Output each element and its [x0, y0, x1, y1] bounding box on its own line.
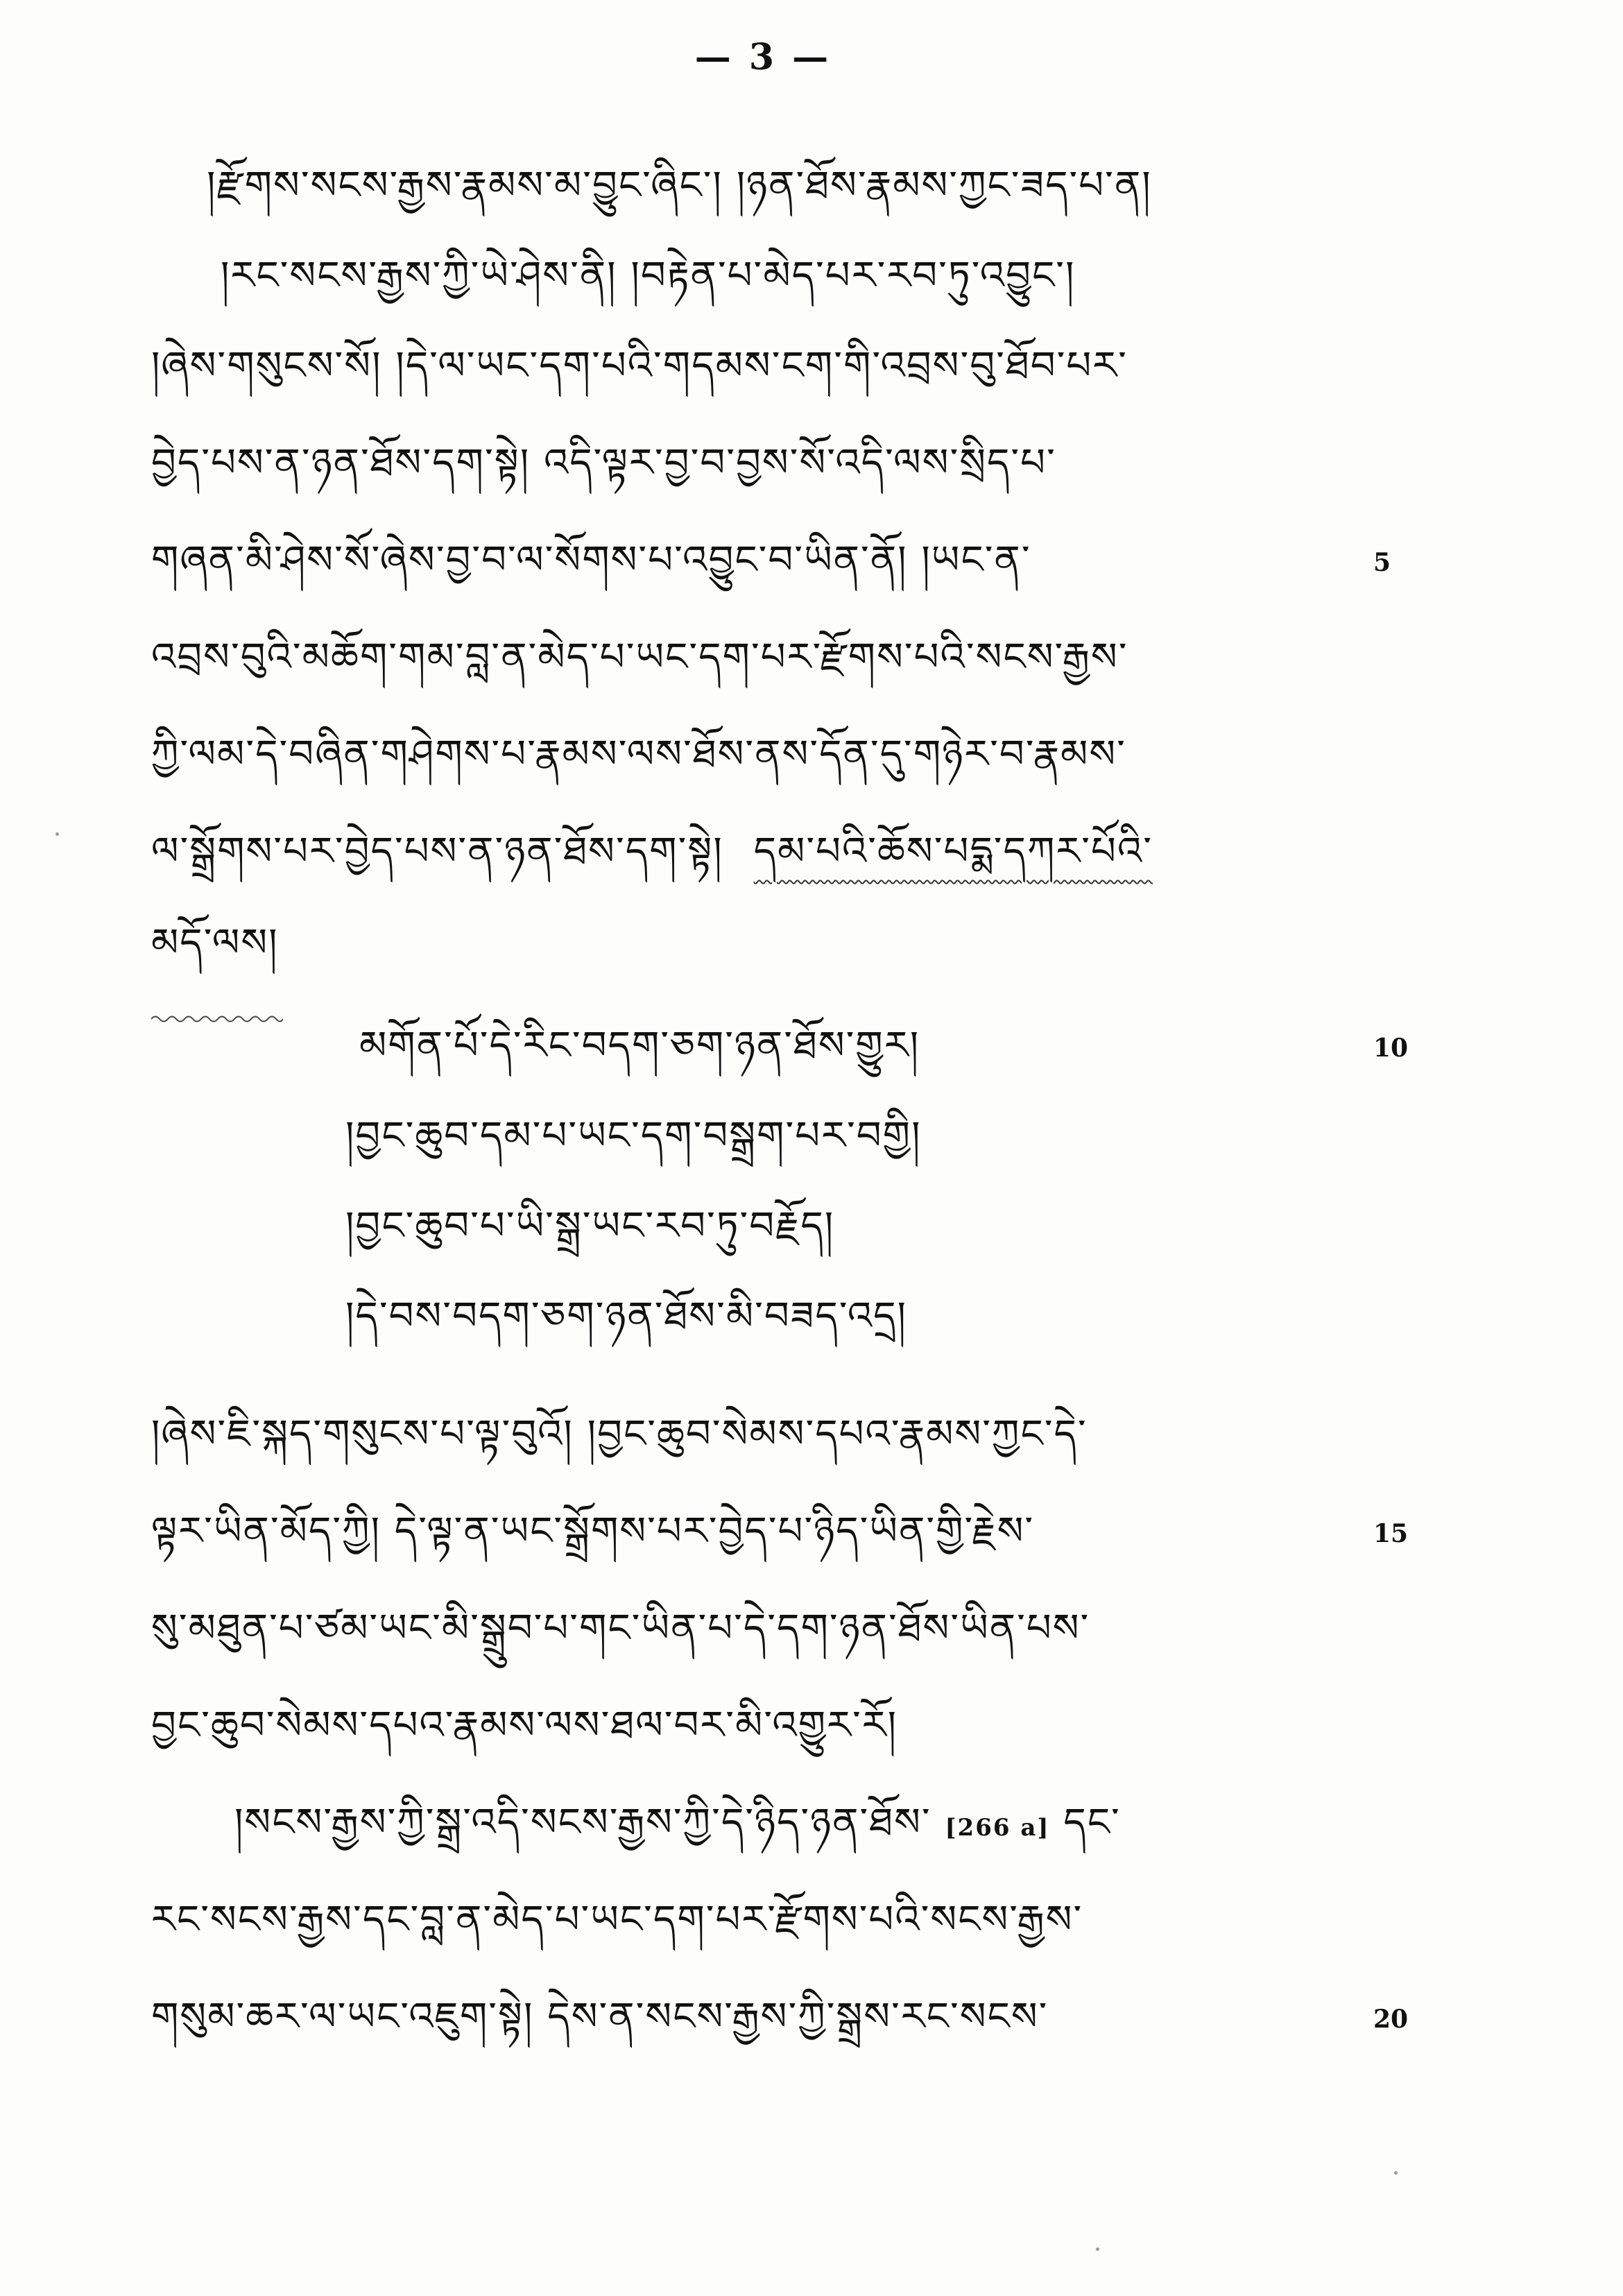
verse-line-1: མགོན་པོ་དེ་རིང་བདག་ཅག་ཉན་ཐོས་གྱུར།	[359, 1023, 920, 1068]
verse-line-3: །བྱང་ཆུབ་པ་ཡི་སྒྲ་ཡང་རབ་ཏུ་བརྗོད།	[345, 1203, 835, 1249]
text-line-15: ལྟར་ཡིན་མོད་ཀྱི། དེ་ལྟ་ན་ཡང་སྒྲོགས་པར་བྱེད་པ་ཉིད་ཡིན་གྱི་རྗེས་	[151, 1509, 1035, 1554]
text-line-14: །ཞེས་ཇི་སྐད་གསུངས་པ་ལྟ་བུའོ། །བྱང་ཆུབ་སེམས་དཔའ་རྣམས་ཀྱང་དེ་	[151, 1412, 1088, 1457]
text-line-6: འབྲས་བུའི་མཆོག་གམ་བླ་ན་མེད་པ་ཡང་དག་པར་རྫོགས་པའི་སངས་རྒྱས་	[151, 635, 1128, 680]
text-line-18	[234, 1795, 1121, 1856]
text-line-20: གསུམ་ཆར་ལ་ཡང་འཇུག་སྟེ། དེས་ན་སངས་རྒྱས་ཀྱི་སྒྲས་རང་སངས་	[151, 1994, 1049, 2039]
margin-line-number-15: 15	[1373, 1519, 1409, 1548]
text-line-18-end: དང་	[1063, 1800, 1121, 1845]
wavy-underline-mark	[151, 1014, 283, 1024]
text-line-3: །ཞེས་གསུངས་སོ། །དེ་ལ་ཡང་དག་པའི་གདམས་ངག་གི་འབྲས་བུ་ཐོབ་པར་	[151, 343, 1128, 388]
text-line-1: །རྫོགས་སངས་རྒྱས་རྣམས་མ་བྱུང་ཞིང་། །ཉན་ཐོས་རྣམས་ཀྱང་ཟད་པ་ན།	[207, 163, 1152, 208]
text-line-19: རང་སངས་རྒྱས་དང་བླ་ན་མེད་པ་ཡང་དག་པར་རྫོགས་པའི་སངས་རྒྱས་	[151, 1897, 1083, 1942]
text-line-5: གཞན་མི་ཤེས་སོ་ཞེས་བྱ་བ་ལ་སོགས་པ་འབྱུང་བ་ཡིན་ནོ། །ཡང་ན་	[151, 538, 1031, 583]
margin-line-number-20: 20	[1373, 2005, 1409, 2034]
text-line-7: ཀྱི་ལམ་དེ་བཞིན་གཤེགས་པ་རྣམས་ལས་ཐོས་ནས་དོན་དུ་གཉེར་བ་རྣམས་	[151, 732, 1126, 777]
text-line-18-main: །སངས་རྒྱས་ཀྱི་སྒྲ་འདི་སངས་རྒྱས་ཀྱི་དེ་ཉིད་ཉན་ཐོས་	[234, 1800, 931, 1845]
verse-line-2: །བྱང་ཆུབ་དམ་པ་ཡང་དག་བསྒྲག་པར་བགྱི།	[345, 1113, 922, 1158]
text-line-4: བྱེད་པས་ན་ཉན་ཐོས་དག་སྟེ། འདི་ལྟར་བྱ་བ་བྱས་སོ་འདི་ལས་སྲིད་པ་	[151, 440, 1056, 486]
text-line-8-main: ལ་སྒྲོགས་པར་བྱེད་པས་ན་ཉན་ཐོས་དག་སྟེ།	[151, 829, 723, 874]
page-number: — 3 —	[694, 36, 832, 78]
text-line-9: མདོ་ལས།	[151, 920, 279, 966]
scan-speck	[1096, 2247, 1099, 2251]
text-line-8	[151, 824, 1153, 880]
margin-line-number-10: 10	[1373, 1034, 1409, 1063]
text-line-17: བྱང་ཆུབ་སེམས་དཔའ་རྣམས་ལས་ཐལ་བར་མི་འགྱུར་རོ།	[151, 1703, 898, 1748]
scan-speck	[55, 832, 59, 836]
folio-marker: [266 a]	[945, 1814, 1050, 1842]
underlined-title: དམ་པའི་ཆོས་པདྨ་དཀར་པོའི་	[753, 829, 1153, 874]
text-line-16: སུ་མཐུན་པ་ཙམ་ཡང་མི་སྒྲུབ་པ་གང་ཡིན་པ་དེ་དག་ཉན་ཐོས་ཡིན་པས་	[151, 1606, 1090, 1651]
text-line-2: །རང་སངས་རྒྱས་ཀྱི་ཡེ་ཤེས་ནི། །བརྟེན་པ་མེད་པར་རབ་ཏུ་འབྱུང་།	[221, 253, 1076, 298]
scan-speck	[1394, 2171, 1398, 2175]
verse-line-4: །དེ་བས་བདག་ཅག་ཉན་ཐོས་མི་བཟད་འདྲ།	[345, 1294, 907, 1339]
margin-line-number-5: 5	[1373, 548, 1391, 577]
